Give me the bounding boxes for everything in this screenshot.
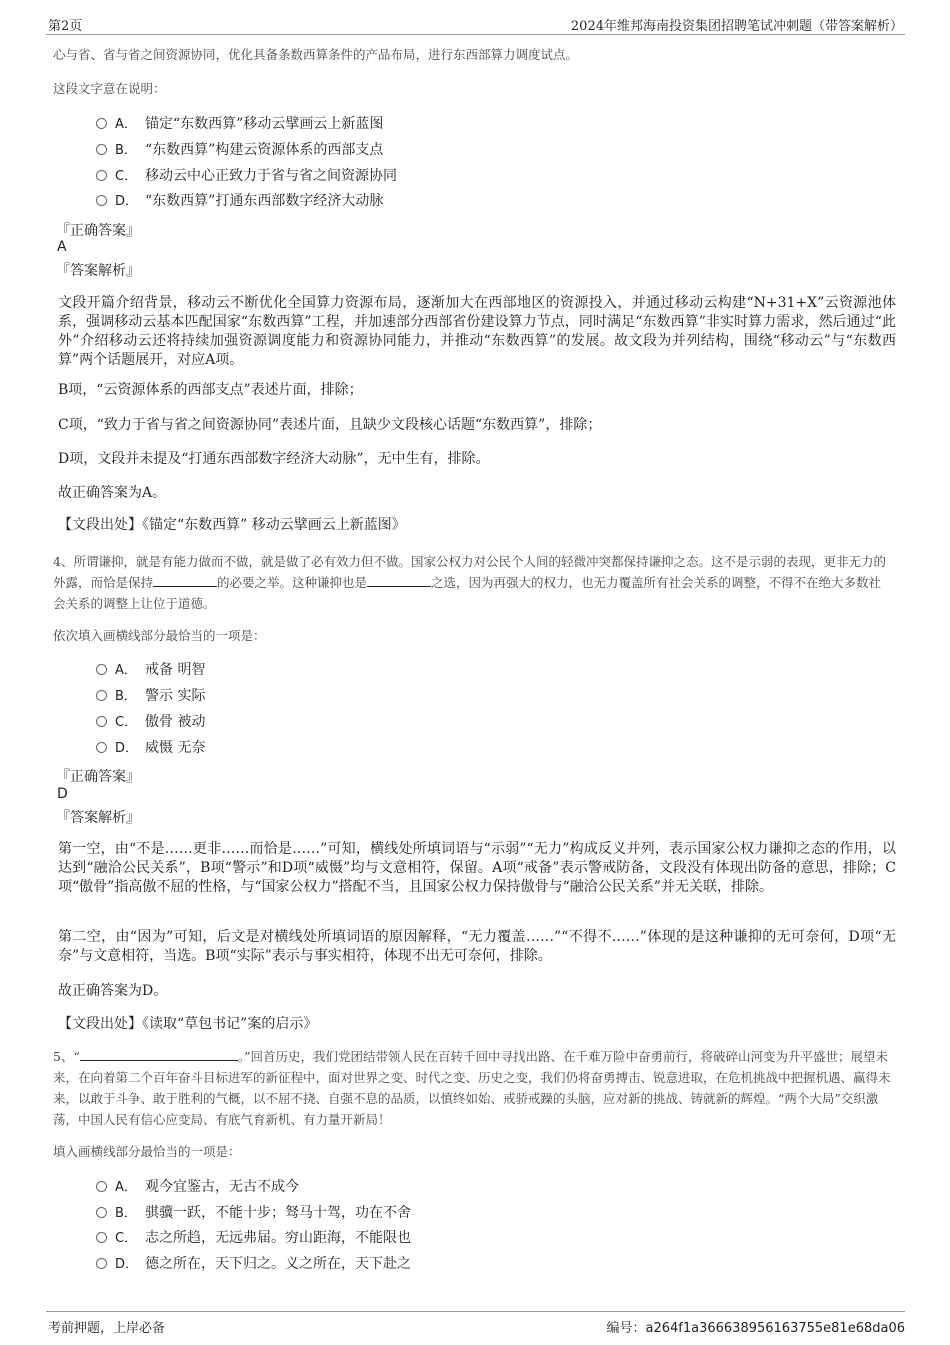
radio-icon[interactable] <box>96 118 107 129</box>
footer-slogan: 考前押题，上岸必备 <box>48 1321 166 1336</box>
q4-source: 【文段出处】《读取“草包书记”案的启示》 <box>58 1016 318 1032</box>
page-number: 第2页 <box>48 19 83 34</box>
q4-analysis-blank1: 第一空，由“不是……更非……而恰是……”可知，横线处所填词语与“示弱”“无力”构成反义并列，表示国家公权力谦抑之态的作用，以达到“融洽公民关系”，B项“警示”和D项“威慑”均与文意相符，保留。A项“戒备”表示警戒防备，文段没有体现出防备的意思，排除；C项“傲骨”指高傲不屈的性格，与“国家公权力”搭配不当，且国家公权力保持傲骨与“融洽公民关系”并无关联，排除。 <box>58 841 896 895</box>
q3-analysis-para: 文段开篇介绍背景，移动云不断优化全国算力资源布局，逐渐加大在西部地区的资源投入，并通过移动云构建“N+31+X”云资源池体系，强调移动云基本匹配国家“东数西算”工程，并加速部分西部省份建设算力节点，同时满足“东数西算”非实时算力需求，然后通过“此外”介绍移动云还将持续加强资源调度能力和资源协同能力，并推动“东数西算”的发展。故文段为并列结构，围绕“移动云”与“东数西算”两个话题展开，对应A项。 <box>58 295 896 368</box>
page-header <box>46 12 905 35</box>
radio-icon[interactable] <box>96 1207 107 1218</box>
q5-option-b[interactable]: B． 骐骥一跃，不能十步；驽马十驾，功在不舍 <box>96 1202 411 1224</box>
q3-intro-tail: 心与省、省与省之间资源协同，优化具备条数西算条件的产品布局，进行东西部算力调度试点。 <box>53 47 579 62</box>
q4-option-c[interactable]: C． 傲骨 被动 <box>96 711 205 733</box>
q3-analysis-label: 『答案解析』 <box>56 263 140 279</box>
q3-conclusion: 故正确答案为A。 <box>58 485 167 501</box>
page-footer <box>46 1311 905 1338</box>
radio-icon[interactable] <box>96 1181 107 1192</box>
blank-line <box>153 573 217 587</box>
q4-answer-label: 『正确答案』 <box>56 769 140 785</box>
q3-source: 【文段出处】《锚定“东数西算” 移动云擘画云上新蓝图》 <box>58 517 406 533</box>
q3-answer: A <box>57 239 67 255</box>
q4-analysis-label: 『答案解析』 <box>56 810 140 826</box>
radio-icon[interactable] <box>96 144 107 155</box>
radio-icon[interactable] <box>96 170 107 181</box>
q3-analysis-b: B项，“云资源体系的西部支点”表述片面，排除； <box>58 382 363 398</box>
radio-icon[interactable] <box>96 742 107 753</box>
q4-option-d[interactable]: D． 威慑 无奈 <box>96 737 205 759</box>
q3-answer-label: 『正确答案』 <box>56 223 140 239</box>
q3-option-b[interactable]: B． “东数西算”构建云资源体系的西部支点 <box>96 139 383 161</box>
q5-option-d[interactable]: D． 德之所在，天下归之。义之所在，天下赴之 <box>96 1253 411 1275</box>
document-title: 2024年维邦海南投资集团招聘笔试冲刺题（带答案解析） <box>570 19 903 34</box>
q5-option-a[interactable]: A． 观今宜鉴古，无古不成今 <box>96 1176 299 1198</box>
q4-prompt: 依次填入画横线部分最恰当的一项是： <box>53 628 266 643</box>
q3-option-d[interactable]: D． “东数西算”打通东西部数字经济大动脉 <box>96 190 383 212</box>
radio-icon[interactable] <box>96 690 107 701</box>
q5-stem: 5、“ 。”回首历史，我们党团结带领人民在百转千回中寻找出路、在千难万险中奋勇前行，将破碎山河变为升平盛世；展望未来，在向着第二个百年奋斗目标进军的新征程中，面对世界之变、时代之变、历史之变，我们仍将奋勇搏击、锐意进取，在危机挑战中把握机遇、赢得未来，以敢于斗争、敢于胜利的气概，以不屈不挠、自强不息的品质，以慎终如始、戒骄戒躁的头脑，应对新的挑战、铸就新的辉煌。“两个大局”交织激荡，中国人民有信心应变局、有底气育新机、有力量开新局！ <box>53 1049 891 1127</box>
q4-analysis-blank2: 第二空，由“因为”可知，后文是对横线处所填词语的原因解释，“无力覆盖……”“不得不……”体现的是这种谦抑的无可奈何，D项“无奈”与文意相符，当选。B项“实际”表示与事实相符，体现不出无可奈何，排除。 <box>58 929 896 964</box>
q4-stem: 4、所谓谦抑，就是有能力做而不做，就是做了必有效力但不做。国家公权力对公民个人间的轻微冲突都保持谦抑之态。这不是示弱的表现，更非无力的外露，而恰是保持 的必要之举。这种谦抑也是 之选，因为再强大的权力，也无力覆盖所有社会关系的调整，不得不在绝大多数社会关系的调整上让位于道德。 <box>53 554 886 611</box>
q5-prompt: 填入画横线部分最恰当的一项是： <box>53 1144 241 1159</box>
q3-option-a[interactable]: A． 锚定“东数西算”移动云擘画云上新蓝图 <box>96 113 383 135</box>
document-code: 编号：a264f1a366638956163755e81e68da06 <box>606 1321 905 1336</box>
blank-line <box>367 573 431 587</box>
radio-icon[interactable] <box>96 664 107 675</box>
blank-line <box>80 1047 238 1061</box>
q4-option-a[interactable]: A． 戒备 明智 <box>96 659 205 681</box>
radio-icon[interactable] <box>96 1232 107 1243</box>
q3-analysis-d: D项，文段并未提及“打通东西部数字经济大动脉”，无中生有，排除。 <box>58 451 490 467</box>
q3-prompt: 这段文字意在说明： <box>53 81 166 96</box>
q3-analysis-c: C项，“致力于省与省之间资源协同”表述片面，且缺少文段核心话题“东数西算”，排除； <box>58 417 602 433</box>
q4-option-b[interactable]: B． 警示 实际 <box>96 685 205 707</box>
q4-conclusion: 故正确答案为D。 <box>58 983 168 999</box>
q3-option-c[interactable]: C． 移动云中心正致力于省与省之间资源协同 <box>96 165 397 187</box>
q4-answer: D <box>57 786 68 802</box>
radio-icon[interactable] <box>96 195 107 206</box>
radio-icon[interactable] <box>96 1258 107 1269</box>
q5-option-c[interactable]: C． 志之所趋，无远弗届。穷山距海，不能限也 <box>96 1227 411 1249</box>
radio-icon[interactable] <box>96 716 107 727</box>
